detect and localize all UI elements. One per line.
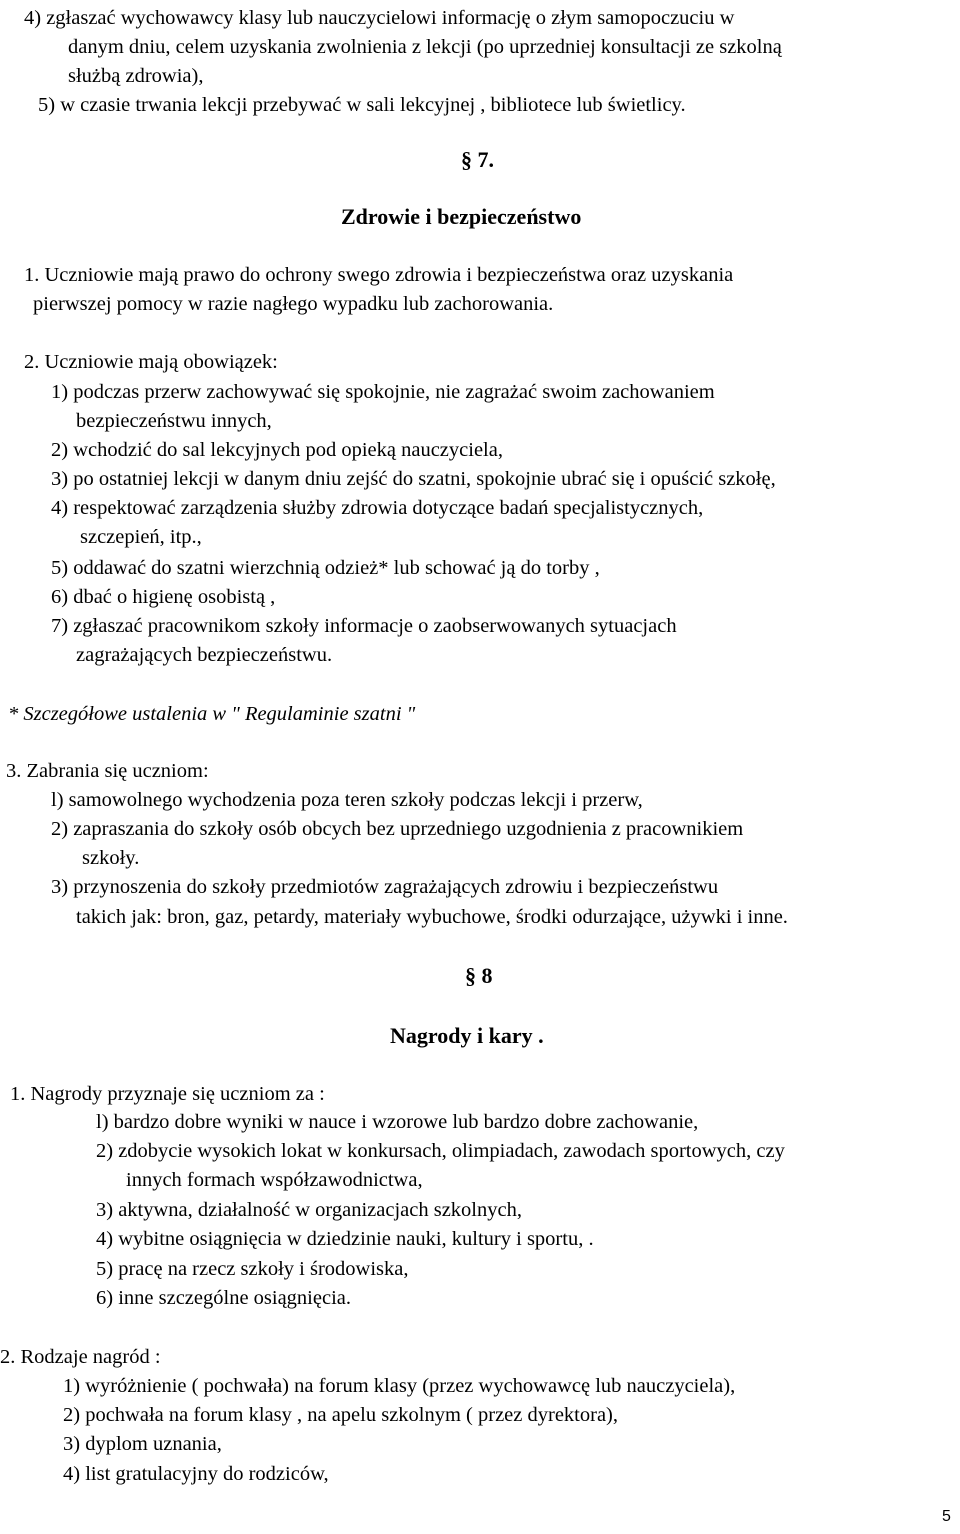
paragraph-line: pierwszej pomocy w razie nagłego wypadku lub zachorowania. bbox=[33, 293, 554, 315]
section-heading: § 7. bbox=[461, 147, 494, 172]
list-item: 6) inne szczególne osiągnięcia. bbox=[96, 1287, 351, 1309]
paragraph-intro: 1. Nagrody przyznaje się uczniom za : bbox=[10, 1083, 325, 1105]
list-item: 7) zgłaszać pracownikom szkoły informacje o zaobserwowanych sytuacjach bbox=[51, 615, 677, 637]
list-item: 3) po ostatniej lekcji w danym dniu zejść do szatni, spokojnie ubrać się i opuścić szkołę, bbox=[51, 468, 776, 490]
list-item: bezpieczeństwu innych, bbox=[76, 410, 272, 432]
list-item: 2) zdobycie wysokich lokat w konkursach, olimpiadach, zawodach sportowych, czy bbox=[96, 1140, 785, 1162]
list-item: 3) aktywna, działalność w organizacjach szkolnych, bbox=[96, 1199, 522, 1221]
paragraph-line: 1. Uczniowie mają prawo do ochrony swego zdrowia i bezpieczeństwa oraz uzyskania bbox=[24, 264, 734, 286]
list-item: 3) dyplom uznania, bbox=[63, 1433, 222, 1455]
text-line: służbą zdrowia), bbox=[68, 65, 204, 87]
list-item: 1) wyróżnienie ( pochwała) na forum klasy (przez wychowawcę lub nauczyciela), bbox=[63, 1375, 736, 1397]
paragraph-intro: 2. Rodzaje nagród : bbox=[0, 1346, 161, 1368]
paragraph-intro: 3. Zabrania się uczniom: bbox=[6, 760, 209, 782]
list-item: l) samowolnego wychodzenia poza teren szkoły podczas lekcji i przerw, bbox=[51, 789, 643, 811]
list-item: innych formach współzawodnictwa, bbox=[126, 1169, 423, 1191]
list-item: 5) pracę na rzecz szkoły i środowiska, bbox=[96, 1258, 409, 1280]
paragraph-intro: 2. Uczniowie mają obowiązek: bbox=[24, 351, 278, 373]
text-line: 4) zgłaszać wychowawcy klasy lub nauczycielowi informację o złym samopoczuciu w bbox=[24, 7, 735, 29]
list-item: szczepień, itp., bbox=[80, 526, 202, 548]
list-item: 6) dbać o higienę osobistą , bbox=[51, 586, 276, 608]
list-item: l) bardzo dobre wyniki w nauce i wzorowe lub bardzo dobre zachowanie, bbox=[96, 1111, 699, 1133]
list-item: 4) respektować zarządzenia służby zdrowia dotyczące badań specjalistycznych, bbox=[51, 497, 704, 519]
text-line: danym dniu, celem uzyskania zwolnienia z lekcji (po uprzedniej konsultacji ze szkolną bbox=[68, 36, 782, 58]
text-line: 5) w czasie trwania lekcji przebywać w sali lekcyjnej , bibliotece lub świetlicy. bbox=[38, 94, 686, 116]
list-item: 1) podczas przerw zachowywać się spokojnie, nie zagrażać swoim zachowaniem bbox=[51, 381, 715, 403]
section-heading: § 8 bbox=[465, 963, 493, 988]
section-title: Nagrody i kary . bbox=[390, 1023, 544, 1048]
footnote: * Szczegółowe ustalenia w " Regulaminie szatni " bbox=[8, 703, 416, 725]
list-item: 4) wybitne osiągnięcia w dziedzinie nauki, kultury i sportu, . bbox=[96, 1228, 594, 1250]
list-item: 2) pochwała na forum klasy , na apelu szkolnym ( przez dyrektora), bbox=[63, 1404, 619, 1426]
list-item: szkoły. bbox=[82, 847, 140, 869]
list-item: 2) wchodzić do sal lekcyjnych pod opieką nauczyciela, bbox=[51, 439, 503, 461]
page-number: 5 bbox=[942, 1508, 951, 1525]
list-item: takich jak: bron, gaz, petardy, materiały wybuchowe, środki odurzające, używki i inne. bbox=[76, 906, 788, 928]
list-item: 4) list gratulacyjny do rodziców, bbox=[63, 1463, 329, 1485]
list-item: 5) oddawać do szatni wierzchnią odzież* lub schować ją do torby , bbox=[51, 557, 600, 579]
list-item: 2) zapraszania do szkoły osób obcych bez uprzedniego uzgodnienia z pracownikiem bbox=[51, 818, 744, 840]
section-title: Zdrowie i bezpieczeństwo bbox=[341, 204, 582, 229]
list-item: 3) przynoszenia do szkoły przedmiotów zagrażających zdrowiu i bezpieczeństwu bbox=[51, 876, 719, 898]
list-item: zagrażających bezpieczeństwu. bbox=[76, 644, 333, 666]
